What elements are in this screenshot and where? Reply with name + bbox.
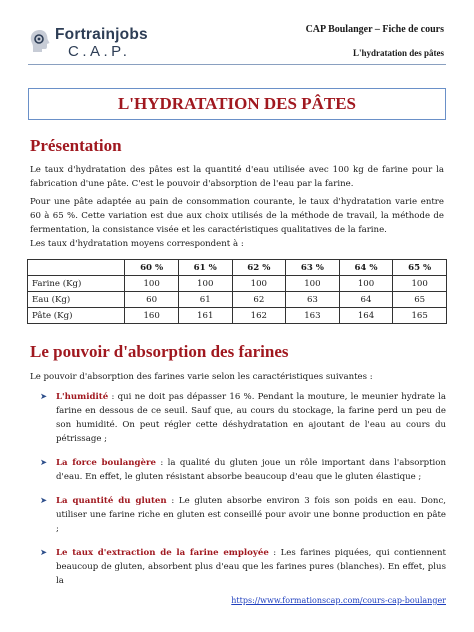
table-cell: 162 [232,308,286,324]
footer-link[interactable]: https://www.formationscap.com/cours-cap-boulanger [231,596,446,605]
paragraph-table-intro: Les taux d'hydratation moyens correspondent à : [30,239,244,249]
table-cell: 164 [339,308,393,324]
bullet-term: La quantité du gluten [56,496,167,506]
section-heading-presentation: Présentation [30,136,122,155]
bullet-term: Le taux d'extraction de la farine employée [56,548,269,558]
bullet-text: : la qualité du gluten joue un rôle important dans l'absorption d'eau. En effet, le gluten résistant absorbe beaucoup d'eau que le gluten élastique ; [56,458,446,482]
absorption-bullet-list [40,390,446,598]
table-header-cell: 62 % [232,260,286,276]
logo-brand-text: Fortrainjobs [55,26,148,43]
list-item [40,494,446,536]
table-cell: 100 [339,276,393,292]
table-header-cell: 64 % [339,260,393,276]
document-title: CAP Boulanger – Fiche de cours [305,24,444,35]
table-header-cell: 61 % [178,260,232,276]
table-cell: 61 [178,292,232,308]
table-cell: Farine (Kg) [28,276,125,292]
table-cell: 163 [286,308,340,324]
table-cell: 165 [393,308,447,324]
table-row [28,292,447,308]
table-cell: 65 [393,292,447,308]
bullet-term: La force boulangère [56,458,157,468]
table-cell: 62 [232,292,286,308]
hydration-table [27,259,447,324]
table-header-cell [28,260,125,276]
section-heading-absorption: Le pouvoir d'absorption des farines [30,342,289,361]
table-cell: 60 [125,292,179,308]
paragraph-absorption-intro: Le pouvoir d'absorption des farines varie selon les caractéristiques suivantes : [30,372,373,382]
table-cell: 100 [393,276,447,292]
bullet-text: : Les farines piquées, qui contiennent beaucoup de gluten, absorbent plus d'eau que les farines pures (blanches). En effet, plus la [56,548,446,586]
arrow-bullet-icon: ➤ [40,458,48,468]
table-header-cell: 63 % [286,260,340,276]
bullet-term: L'humidité [56,392,109,402]
paragraph-variation: Pour une pâte adaptée au pain de consommation courante, le taux d'hydratation varie entre 60 à 65 %. Cette variation est due aux choix utilisés de la méthode de travail, la méthode de fermentation, la consistance visée et les caractéristiques qualitatives de la farine. [30,197,444,235]
table-header-cell: 60 % [125,260,179,276]
table-header-cell: 65 % [393,260,447,276]
paragraph-definition: Le taux d'hydratation des pâtes est la quantité d'eau utilisée avec 100 kg de farine pour la fabrication d'une pâte. C'est le pouvoir d'absorption de l'eau par la farine. [30,165,444,189]
list-item [40,390,446,446]
arrow-bullet-icon: ➤ [40,392,48,402]
table-cell: 64 [339,292,393,308]
table-cell: 100 [286,276,340,292]
table-cell: 100 [178,276,232,292]
table-cell: 161 [178,308,232,324]
list-item [40,456,446,484]
arrow-bullet-icon: ➤ [40,496,48,506]
main-title: L'HYDRATATION DES PÂTES [117,94,357,113]
table-header-row [28,260,447,276]
table-cell: 160 [125,308,179,324]
brand-logo [28,26,148,66]
header-divider [28,64,446,65]
table-cell: 100 [232,276,286,292]
table-cell: Eau (Kg) [28,292,125,308]
bullet-text: : qui ne doit pas dépasser 16 %. Pendant la mouture, le meunier hydrate la farine en dessous de ce seuil. Sauf que, au cours du stockage, la farine perd un peu de son humidité. On peut régler cette déshydratation en ajoutant de l'eau au cours du pétrissage ; [56,392,446,444]
main-title-box [28,88,446,120]
logo-sub-text: C.A.P. [68,43,131,60]
arrow-bullet-icon: ➤ [40,548,48,558]
list-item [40,546,446,588]
bullet-text: : Le gluten absorbe environ 3 fois son poids en eau. Donc, utiliser une farine riche en gluten est conseillé pour avoir une bonne production en pâte ; [56,496,447,534]
table-cell: 100 [125,276,179,292]
table-cell: Pâte (Kg) [28,308,125,324]
head-gear-icon [28,28,52,54]
table-cell: 63 [286,292,340,308]
table-row [28,308,447,324]
document-subtitle: L'hydratation des pâtes [352,48,444,58]
table-row [28,276,447,292]
